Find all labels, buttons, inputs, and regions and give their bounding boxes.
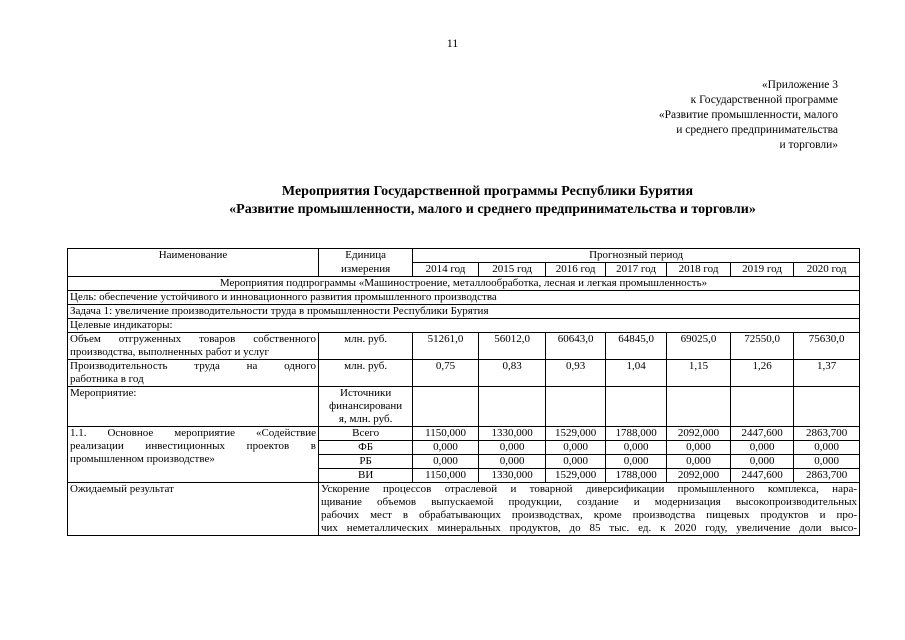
funding-value: 1150,000 xyxy=(413,427,479,441)
funding-source: РБ xyxy=(319,455,413,469)
header-name-cont xyxy=(68,263,319,277)
empty-cell xyxy=(730,387,794,427)
funding-value: 0,000 xyxy=(605,455,666,469)
indicator-unit: млн. руб. xyxy=(319,333,413,360)
funding-value: 2863,700 xyxy=(794,469,860,483)
main-event-line: 1.1. Основное мероприятие «Содействие xyxy=(70,427,316,439)
funding-value: 0,000 xyxy=(667,441,731,455)
sources-line: я, млн. руб. xyxy=(338,413,393,425)
indicator-value: 60643,0 xyxy=(546,333,605,360)
expected-result-line: Ускорение процессов отраслевой и товарной диверсификации промышленного комплекса, нара- xyxy=(321,483,857,495)
funding-value: 1788,000 xyxy=(605,427,666,441)
header-row-2 xyxy=(68,263,860,277)
funding-value: 0,000 xyxy=(413,455,479,469)
empty-cell xyxy=(413,387,479,427)
empty-cell xyxy=(546,387,605,427)
indicators-label-row xyxy=(68,319,860,333)
indicator-value: 1,15 xyxy=(667,360,731,387)
funding-value: 1330,000 xyxy=(478,469,546,483)
funding-value: 1529,000 xyxy=(546,469,605,483)
expected-result-row xyxy=(68,483,860,536)
empty-cell xyxy=(605,387,666,427)
funding-value: 2863,700 xyxy=(794,427,860,441)
event-header-row xyxy=(68,387,860,427)
funding-value: 2447,600 xyxy=(730,469,794,483)
funding-value: 2092,000 xyxy=(667,469,731,483)
event-label: Мероприятие: xyxy=(68,387,319,427)
header-unit-2: измерения xyxy=(319,263,413,277)
funding-value: 0,000 xyxy=(730,441,794,455)
indicator-value: 0,93 xyxy=(546,360,605,387)
funding-value: 0,000 xyxy=(730,455,794,469)
funding-value: 0,000 xyxy=(413,441,479,455)
indicator-name xyxy=(68,333,319,360)
funding-value: 0,000 xyxy=(605,441,666,455)
indicator-value: 1,37 xyxy=(794,360,860,387)
funding-value: 1529,000 xyxy=(546,427,605,441)
funding-source: ВИ xyxy=(319,469,413,483)
indicator-value: 75630,0 xyxy=(794,333,860,360)
appendix-line: и среднего предпринимательства xyxy=(676,124,838,136)
main-event-line: реализации инвестиционных проектов в xyxy=(70,440,316,452)
goal-row xyxy=(68,291,860,305)
indicator-name xyxy=(68,360,319,387)
appendix-line: к Государственной программе xyxy=(690,94,838,106)
main-event-name xyxy=(68,427,319,483)
page-number: 11 xyxy=(446,36,459,50)
expected-result-line: щивание объемов выпускаемой продукции, создание и модернизация высокопроизводительных xyxy=(321,496,857,508)
year-header: 2015 год xyxy=(478,263,546,277)
sources-line: Источники xyxy=(340,387,392,399)
subprogram-title: Мероприятия подпрограммы «Машиностроение, металлообработка, лесная и легкая промышленность» xyxy=(68,277,860,291)
indicator-value: 1,04 xyxy=(605,360,666,387)
indicator-name-line: Производительность труда на одного xyxy=(70,360,316,372)
funding-value: 0,000 xyxy=(546,441,605,455)
appendix-line: «Развитие промышленности, малого xyxy=(658,109,838,121)
appendix-line: и торговли» xyxy=(779,139,838,151)
funding-value: 0,000 xyxy=(478,441,546,455)
indicator-name-line: Объем отгруженных товаров собственного xyxy=(70,333,316,345)
funding-value: 0,000 xyxy=(794,455,860,469)
indicator-unit: млн. руб. xyxy=(319,360,413,387)
header-unit-1: Единица xyxy=(319,249,413,263)
appendix-line: «Приложение 3 xyxy=(761,79,838,91)
indicators-label: Целевые индикаторы: xyxy=(68,319,860,333)
funding-source: Всего xyxy=(319,427,413,441)
year-header: 2018 год xyxy=(667,263,731,277)
year-header: 2020 год xyxy=(794,263,860,277)
expected-result-line: чих неметаллических минеральных продуктов, до 85 тыс. ед. к 2020 году, увеличение доли высо- xyxy=(321,522,857,534)
header-forecast: Прогнозный период xyxy=(413,249,860,263)
task-text: Задача 1: увеличение производительности труда в промышленности Республики Бурятия xyxy=(68,305,860,319)
document-title xyxy=(0,183,905,219)
year-header: 2019 год xyxy=(730,263,794,277)
funding-row xyxy=(68,427,860,441)
indicator-value: 0,83 xyxy=(478,360,546,387)
header-name: Наименование xyxy=(68,249,319,263)
funding-value: 2447,600 xyxy=(730,427,794,441)
expected-result-label: Ожидаемый результат xyxy=(68,483,319,536)
subprogram-row xyxy=(68,277,860,291)
year-header: 2014 год xyxy=(413,263,479,277)
funding-source: ФБ xyxy=(319,441,413,455)
measures-table xyxy=(67,248,860,536)
indicator-value: 64845,0 xyxy=(605,333,666,360)
expected-result-text xyxy=(319,483,860,536)
goal-text: Цель: обеспечение устойчивого и инновационного развития промышленного производства xyxy=(68,291,860,305)
indicator-row xyxy=(68,360,860,387)
funding-value: 0,000 xyxy=(667,455,731,469)
empty-cell xyxy=(794,387,860,427)
header-row-1 xyxy=(68,249,860,263)
expected-result-line: рабочих мест в обрабатывающих производствах, кроме производства пищевых продуктов и про- xyxy=(321,509,857,521)
indicator-value: 1,26 xyxy=(730,360,794,387)
title-line-1: Мероприятия Государственной программы Республики Бурятия xyxy=(281,184,694,199)
funding-value: 0,000 xyxy=(478,455,546,469)
title-line-2: «Развитие промышленности, малого и среднего предпринимательства и торговли» xyxy=(229,202,756,217)
funding-value: 1330,000 xyxy=(478,427,546,441)
main-event-line: промышленном производстве» xyxy=(70,453,215,465)
funding-value: 0,000 xyxy=(546,455,605,469)
funding-value: 1788,000 xyxy=(605,469,666,483)
indicator-value: 72550,0 xyxy=(730,333,794,360)
empty-cell xyxy=(478,387,546,427)
funding-value: 2092,000 xyxy=(667,427,731,441)
year-header: 2016 год xyxy=(546,263,605,277)
funding-value: 1150,000 xyxy=(413,469,479,483)
indicator-value: 56012,0 xyxy=(478,333,546,360)
indicator-name-line: работника в год xyxy=(70,373,144,385)
funding-value: 0,000 xyxy=(794,441,860,455)
indicator-name-line: производства, выполненных работ и услуг xyxy=(70,346,270,358)
task-row xyxy=(68,305,860,319)
empty-cell xyxy=(667,387,731,427)
appendix-note xyxy=(659,78,838,153)
year-header: 2017 год xyxy=(605,263,666,277)
funding-sources-header xyxy=(319,387,413,427)
indicator-value: 0,75 xyxy=(413,360,479,387)
indicator-value: 69025,0 xyxy=(667,333,731,360)
indicator-row xyxy=(68,333,860,360)
sources-line: финансировани xyxy=(329,400,403,412)
indicator-value: 51261,0 xyxy=(413,333,479,360)
